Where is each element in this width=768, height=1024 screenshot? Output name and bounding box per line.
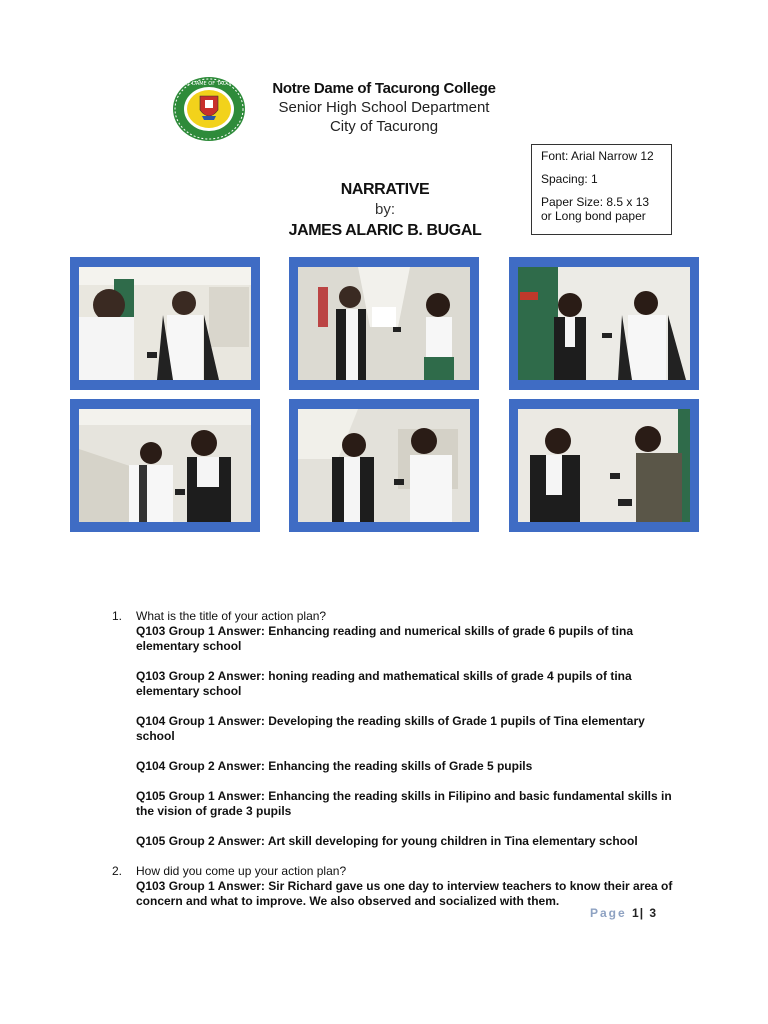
page-footer (590, 906, 657, 920)
answer-text: Q104 Group 2 Answer: Enhancing the reading skills of Grade 5 pupils (136, 759, 533, 773)
question-number: 2. (112, 864, 123, 878)
school-name: Notre Dame of Tacurong College (272, 80, 496, 97)
department-name: Senior High School Department (278, 99, 490, 116)
spec-spacing: Spacing: 1 (541, 172, 598, 186)
question-item (112, 609, 682, 849)
answer-text: Q105 Group 2 Answer: Art skill developing for young children in Tina elementary school (136, 834, 638, 848)
school-seal-logo (172, 76, 246, 142)
school-header (262, 80, 506, 135)
format-spec-box (531, 144, 672, 235)
page-label: Page (590, 906, 627, 920)
spec-paper-type: or Long bond paper (541, 209, 646, 223)
photo-3 (509, 257, 699, 390)
spec-paper-size: Paper Size: 8.5 x 13 (541, 195, 650, 209)
photo-5 (289, 399, 479, 532)
page-total: 3 (649, 906, 658, 920)
photo-1 (70, 257, 260, 390)
question-text: How did you come up your action plan? (136, 864, 347, 878)
photo-4 (70, 399, 260, 532)
answer-text: Q104 Group 1 Answer: Developing the reading skills of Grade 1 pupils of Tina elementary school (136, 714, 645, 743)
page-number: 1 (632, 906, 640, 920)
spec-font: Font: Arial Narrow 12 (541, 149, 654, 163)
svg-text:NOTRE DAME OF TACURONG: NOTRE DAME OF TACURONG (173, 81, 245, 87)
question-number: 1. (112, 609, 123, 623)
photo-6 (509, 399, 699, 532)
answer-text: Q103 Group 1 Answer: Sir Richard gave us one day to interview teachers to know their area of concern and what to improve. We also observed and socialized with them. (136, 879, 673, 908)
city-name: City of Tacurong (329, 118, 439, 135)
questions-list (112, 609, 682, 909)
answer-text: Q103 Group 1 Answer: Enhancing reading and numerical skills of grade 6 pupils of tina elementary school (136, 624, 633, 653)
by-label: by: (374, 201, 395, 218)
page-separator: | (639, 906, 645, 920)
photo-2 (289, 257, 479, 390)
author-name: JAMES ALARIC B. BUGAL (288, 222, 482, 239)
answer-text: Q105 Group 1 Answer: Enhancing the reading skills in Filipino and basic fundamental skills in the vision of grade 3 pupils (136, 789, 672, 818)
question-item (112, 864, 682, 909)
answer-text: Q103 Group 2 Answer: honing reading and mathematical skills of grade 4 pupils of tina elementary school (136, 669, 632, 698)
question-text: What is the title of your action plan? (136, 609, 327, 623)
document-title-block (270, 181, 500, 240)
document-title: NARRATIVE (340, 181, 430, 198)
